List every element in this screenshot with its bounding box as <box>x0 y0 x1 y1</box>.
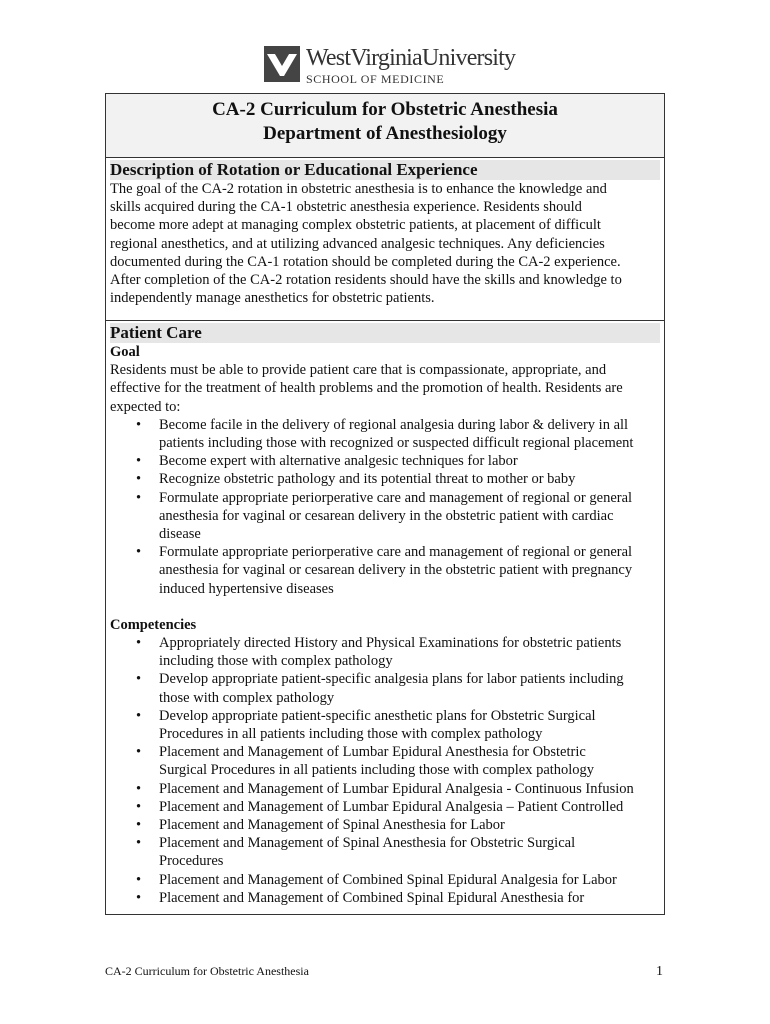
text-line: Develop appropriate patient-specific anesthetic plans for Obstetric Surgical <box>159 707 596 724</box>
text-line: Placement and Management of Lumbar Epidural Analgesia – Patient Controlled <box>159 798 624 815</box>
text-line: Recognize obstetric pathology and its potential threat to mother or baby <box>159 471 576 488</box>
text-line: disease <box>159 526 201 543</box>
list-item <box>110 871 660 889</box>
text-line: Placement and Management of Combined Spinal Epidural Anesthesia for <box>159 889 585 906</box>
text-line: induced hypertensive diseases <box>159 580 334 597</box>
text-line: Procedures in all patients including those with complex pathology <box>159 726 543 743</box>
list-item <box>110 543 660 598</box>
competencies-label: Competencies <box>110 616 197 633</box>
text-line: Formulate appropriate periorperative care and management of regional or general <box>159 489 633 506</box>
curriculum-table <box>105 93 665 915</box>
list-item <box>110 816 660 834</box>
text-line: effective for the treatment of health problems and the promotion of health. Residents are <box>110 380 623 397</box>
text-line: Formulate appropriate periorperative care and management of regional or general <box>159 544 633 561</box>
goal-list <box>110 416 660 598</box>
bullet-icon: • <box>136 871 142 888</box>
bullet-icon: • <box>136 471 142 488</box>
wvu-logo <box>264 46 515 86</box>
bullet-icon: • <box>136 780 142 797</box>
text-line: The goal of the CA-2 rotation in obstetric anesthesia is to enhance the knowledge and <box>110 181 607 197</box>
text-line: including those with complex pathology <box>159 653 393 670</box>
list-item <box>110 470 660 488</box>
bullet-icon: • <box>136 889 142 906</box>
text-line: expected to: <box>110 398 181 415</box>
text-line: Residents must be able to provide patient care that is compassionate, appropriate, and <box>110 362 607 379</box>
bullet-icon: • <box>136 798 142 815</box>
text-line: Appropriately directed History and Physical Examinations for obstetric patients <box>159 635 622 652</box>
list-item <box>110 416 660 452</box>
bullet-icon: • <box>136 544 142 561</box>
section-heading: Patient Care <box>110 323 660 343</box>
text-line: patients including those with recognized or suspected difficult regional placement <box>159 435 634 452</box>
list-item <box>110 634 660 670</box>
list-item <box>110 489 660 544</box>
text-line: Surgical Procedures in all patients including those with complex pathology <box>159 762 595 779</box>
bullet-icon: • <box>136 489 142 506</box>
text-line: become more adept at managing complex obstetric patients, at placement of difficult <box>110 217 601 234</box>
text-line: Develop appropriate patient-specific analgesia plans for labor patients including <box>159 671 624 688</box>
text-line: Become expert with alternative analgesic techniques for labor <box>159 453 518 470</box>
description-section <box>106 158 664 321</box>
text-line: documented during the CA-1 rotation should be completed during the CA-2 experience. <box>110 253 621 270</box>
list-item <box>110 670 660 706</box>
text-line: Procedures <box>159 853 224 870</box>
text-line: independently manage anesthetics for obstetric patients. <box>110 290 435 307</box>
text-line: Placement and Management of Spinal Anesthesia for Labor <box>159 817 505 834</box>
text-line: Placement and Management of Combined Spinal Epidural Analgesia for Labor <box>159 871 617 888</box>
logo-subtitle: SCHOOL OF MEDICINE <box>306 72 445 86</box>
competencies-list <box>110 634 660 907</box>
title-line-2: Department of Anesthesiology <box>263 123 507 144</box>
logo-name: WestVirginiaUniversity <box>306 45 516 71</box>
bullet-icon: • <box>136 817 142 834</box>
text-line: regional anesthetics, and at utilizing advanced analgesic techniques. Any deficiencies <box>110 235 605 252</box>
text-line: anesthesia for vaginal or cesarean delivery in the obstetric patient with cardiac <box>159 507 614 524</box>
text-line: those with complex pathology <box>159 689 335 706</box>
list-item <box>110 452 660 470</box>
bullet-icon: • <box>136 453 142 470</box>
bullet-icon: • <box>136 635 142 652</box>
section-heading: Description of Rotation or Educational Experience <box>110 160 660 180</box>
bullet-icon: • <box>136 707 142 724</box>
text-line: Placement and Management of Lumbar Epidural Anesthesia for Obstetric <box>159 744 586 761</box>
wv-logo-icon <box>264 46 300 82</box>
list-item <box>110 798 660 816</box>
text-line: skills acquired during the CA-1 obstetric anesthesia experience. Residents should <box>110 199 582 216</box>
list-item <box>110 707 660 743</box>
text-line: After completion of the CA-2 rotation residents should have the skills and knowledge to <box>110 272 622 289</box>
page-footer <box>105 964 663 980</box>
title-line-1: CA-2 Curriculum for Obstetric Anesthesia <box>212 99 558 120</box>
page-number: 1 <box>656 964 663 979</box>
text-line: anesthesia for vaginal or cesarean delivery in the obstetric patient with pregnancy <box>159 562 633 579</box>
goal-label: Goal <box>110 344 140 360</box>
patient-care-section <box>106 321 664 914</box>
text-line: Become facile in the delivery of regional analgesia during labor & delivery in all <box>159 416 629 433</box>
bullet-icon: • <box>136 744 142 761</box>
text-line: Placement and Management of Spinal Anesthesia for Obstetric Surgical <box>159 835 576 852</box>
list-item <box>110 743 660 779</box>
bullet-icon: • <box>136 835 142 852</box>
text-line: Placement and Management of Lumbar Epidural Analgesia - Continuous Infusion <box>159 780 634 797</box>
list-item <box>110 780 660 798</box>
footer-title: CA-2 Curriculum for Obstetric Anesthesia <box>105 964 309 978</box>
bullet-icon: • <box>136 416 142 433</box>
document-title <box>106 94 664 158</box>
bullet-icon: • <box>136 671 142 688</box>
list-item <box>110 834 660 870</box>
list-item <box>110 889 660 907</box>
